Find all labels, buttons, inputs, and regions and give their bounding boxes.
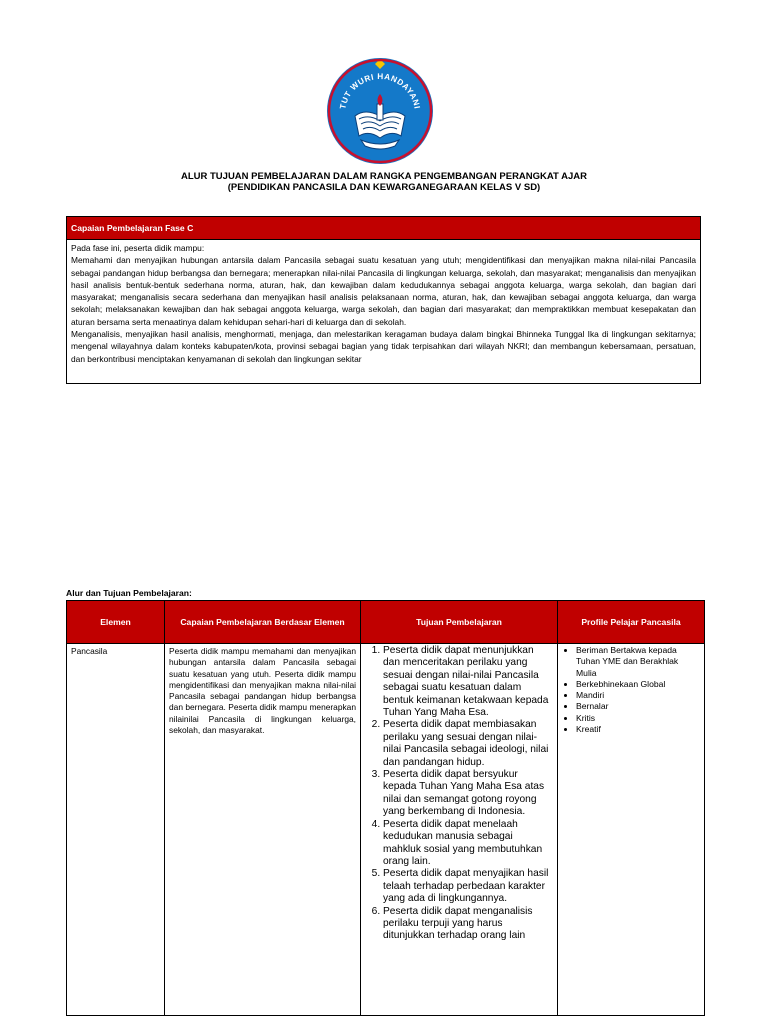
col-header-profil: Profile Pelajar Pancasila xyxy=(558,601,705,644)
col-header-capaian: Capaian Pembelajaran Berdasar Elemen xyxy=(165,601,361,644)
table-row xyxy=(67,644,705,1016)
tut-wuri-handayani-logo xyxy=(325,56,435,166)
capaian-intro: Pada fase ini, peserta didik mampu: xyxy=(71,243,205,253)
table-header-row xyxy=(67,601,705,644)
cell-tujuan xyxy=(361,644,558,1016)
capaian-paragraph-1: Memahami dan menyajikan hubungan antarsila dalam Pancasila sebagai suatu kesatuan yang utuh; mengidentifikasi dan menyajikan makna nilai-nilai Pancasila sebagai pandangan hidup berbangsa dan bernegara; menerapkan nilai-nilai Pancasila di lingkungan keluarga, sekolah, dan masyarakat; menganalisis dan menyajikan hasil analisis bentuk-bentuk sederhana norma, aturan, hak, dan kewajiban dalam kedudukannya sebagai anggota keluarga, warga sekolah, dan bagian dari masyarakat; menganalisis secara sederhana dan menyajikan hasil analisis pelaksanaan norma, aturan, hak, dan kewajiban sebagai anggota keluarga, dan warga sekolah; melaksanakan kewajiban dan hak sebagai anggota keluarga, warga sekolah, dan bagian dari masyarakat; dan mempraktikkan membuat kesepakatan dan aturan bersama serta menaatinya dalam kehidupan sehari-hari di keluarga dan di sekolah. xyxy=(71,255,696,327)
list-item: 5. Peserta didik dapat menyajikan hasil telaah terhadap perbedaan karakter yang ada di lingkungannya. xyxy=(383,868,553,905)
capaian-elemen-text: Peserta didik mampu memahami dan menyajikan hubungan antarsila dalam Pancasila sebagai suatu kesatuan yang utuh. Peserta didik mampu mengidentifikasi dan menyajikan makna nilai-nilai Pancasila sebagai pandangan hidup berbangsa dan bernegara. Peserta didik mampu menerapkan nilainilai Pancasila di lingkungan keluarga, sekolah, dan masyarakat. xyxy=(169,646,356,736)
col-header-elemen: Elemen xyxy=(67,601,165,644)
alur-section-label: Alur dan Tujuan Pembelajaran: xyxy=(66,588,192,598)
tujuan-list xyxy=(363,645,553,943)
capaian-heading: Capaian Pembelajaran Fase C xyxy=(67,217,700,240)
capaian-body xyxy=(67,240,700,367)
cell-profil xyxy=(558,644,705,1016)
capaian-paragraph-2: Menganalisis, menyajikan hasil analisis, menghormati, menjaga, dan melestarikan keragaman budaya dalam bingkai Bhinneka Tunggal Ika di lingkungan sekitarnya; mengenal wilayahnya dalam konteks kabupaten/kota, provinsi sebagai bagian yang tidak terpisahkan dari wilayah NKRI; dan membangun kebersamaan, persatuan, dan berkontribusi menciptakan kenyamanan di sekolah dan lingkungan sekitar xyxy=(71,329,696,364)
list-item: 1. Peserta didik dapat menunjukkan dan menceritakan perilaku yang sesuai dengan nilai-nilai Pancasila sebagai suatu kesatuan dalam bentuk keimanan ketakwaan kepada Tuhan Yang Maha Esa. xyxy=(383,645,553,719)
list-item: • Mandiri xyxy=(576,690,700,701)
list-item: 4. Peserta didik dapat menelaah kedudukan manusia sebagai mahkluk sosial yang membutuhkan orang lain. xyxy=(383,819,553,869)
list-item: • Bernalar xyxy=(576,701,700,712)
capaian-pembelajaran-box xyxy=(66,216,701,384)
cell-elemen: Pancasila xyxy=(67,644,165,1016)
list-item: • Kritis xyxy=(576,713,700,724)
document-title-line2: (PENDIDIKAN PANCASILA DAN KEWARGANEGARAAN KELAS V SD) xyxy=(227,182,541,193)
list-item: 3. Peserta didik dapat bersyukur kepada Tuhan Yang Maha Esa atas nilai dan semangat gotong royong yang berkembang di Indonesia. xyxy=(383,769,553,819)
profil-list xyxy=(562,645,700,735)
list-item: 2. Peserta didik dapat membiasakan perilaku yang sesuai dengan nilai-nilai Pancasila sebagai ideologi, nilai dan pandangan hidup. xyxy=(383,719,553,769)
list-item: • Berkebhinekaan Global xyxy=(576,679,700,690)
list-item: • Beriman Bertakwa kepada Tuhan YME dan Berakhlak Mulia xyxy=(576,645,700,679)
logo-motto: TUT WURI HANDAYANI xyxy=(338,71,422,110)
cell-capaian xyxy=(165,644,361,1016)
alur-tujuan-table xyxy=(66,600,705,1016)
document-title-line1: ALUR TUJUAN PEMBELAJARAN DALAM RANGKA PENGEMBANGAN PERANGKAT AJAR xyxy=(180,171,588,182)
list-item: • Kreatif xyxy=(576,724,700,735)
col-header-tujuan: Tujuan Pembelajaran xyxy=(361,601,558,644)
list-item: 6. Peserta didik dapat menganalisis perilaku terpuji yang harus ditunjukkan terhadap orang lain xyxy=(383,906,553,943)
